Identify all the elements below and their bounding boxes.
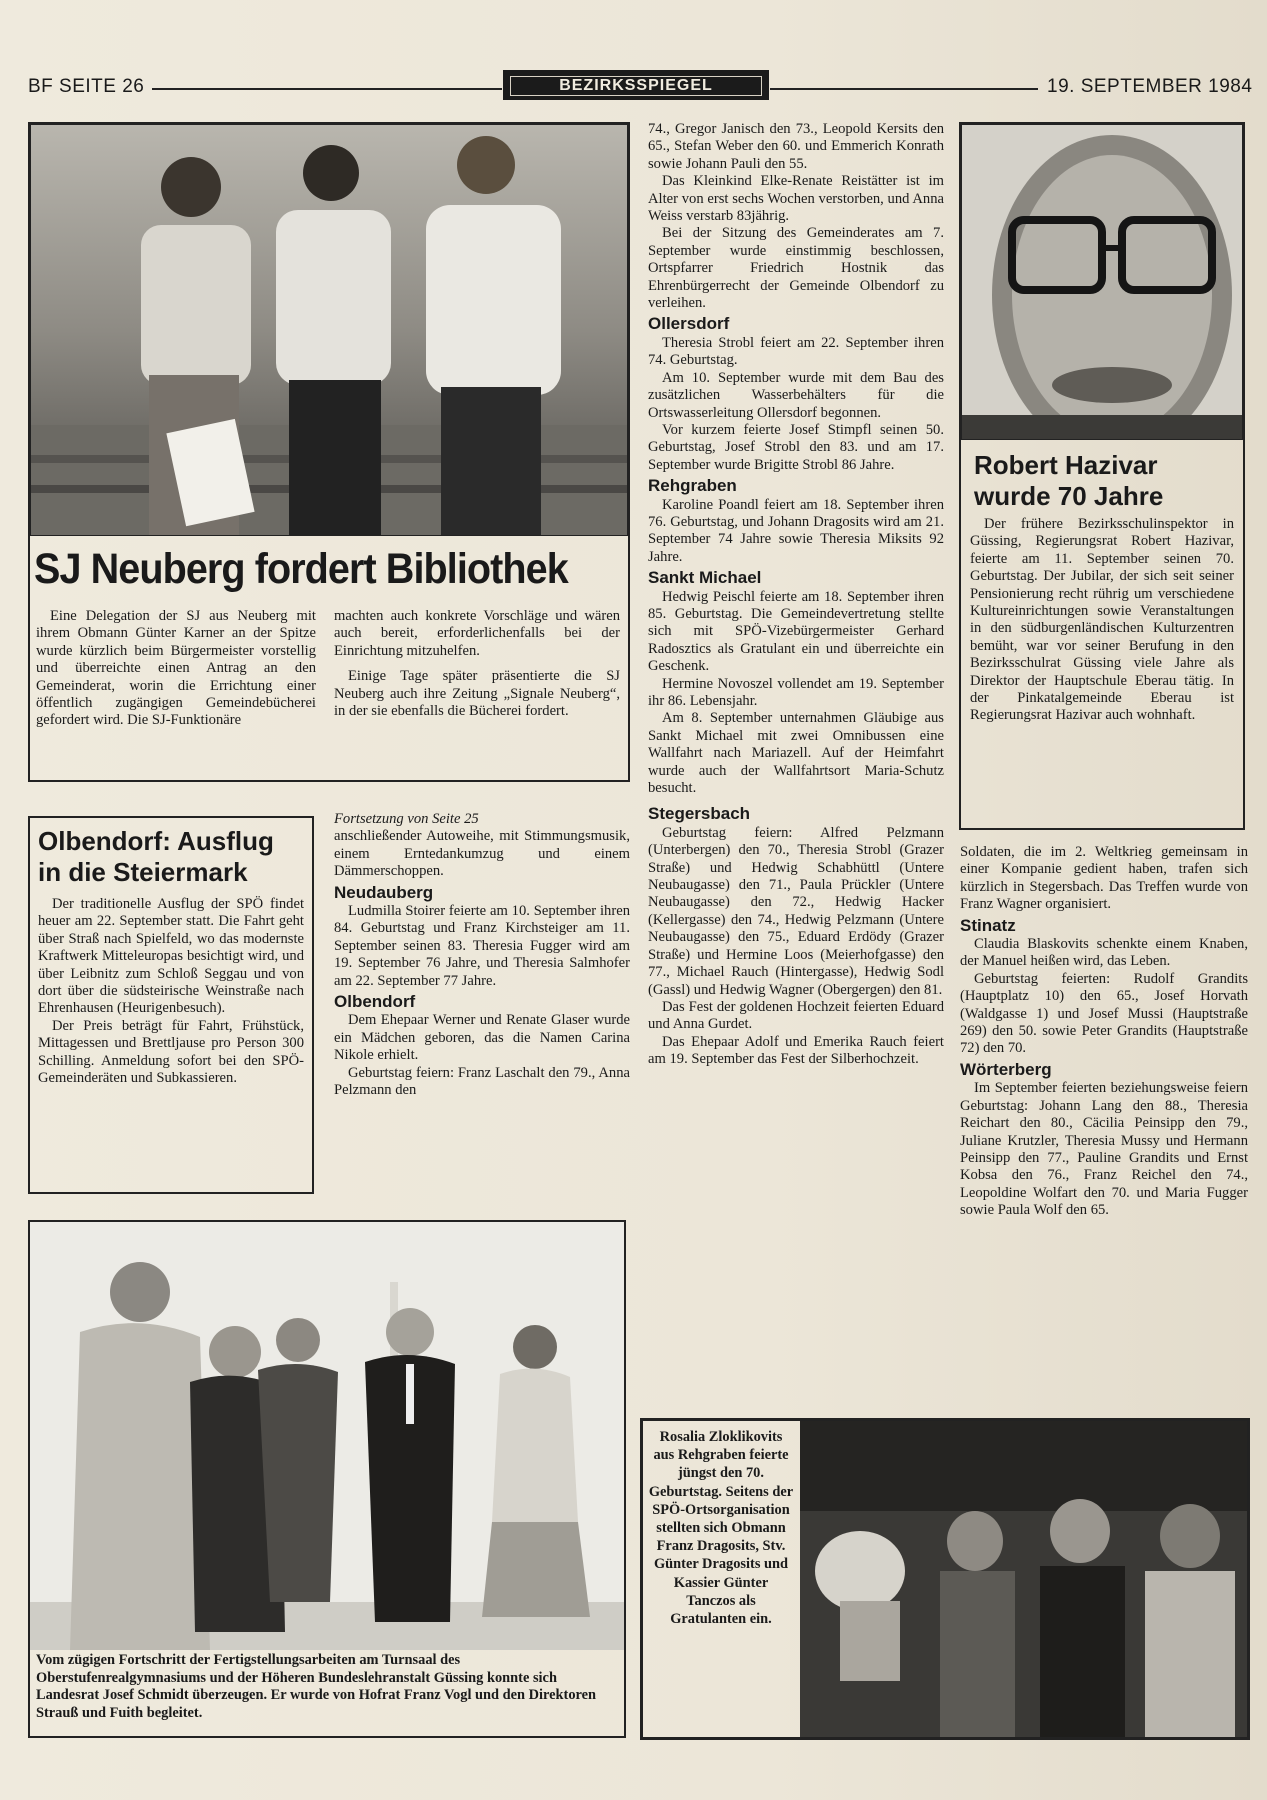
- hazivar-column: [970, 516, 1234, 725]
- zlokli-photo-image: [800, 1421, 1247, 1737]
- sankt-michael-text-1: Hedwig Peischl feierte am 18. September ihren 85. Geburtstag. Die Gemeindevertretung stellte sich mit SPÖ-Vizebürgermeister Gerhard Radosztics als Gratulant ein und überreichte ein Geschenk.: [648, 588, 944, 675]
- heading-rehgraben: Rehgraben: [648, 476, 737, 496]
- rehgraben-text: Karoline Poandl feiert am 18. September ihren 76. Geburtstag, und Johann Dragosits wird am 21. September 74 Jahre sowie Theresia Miksits 92 Jahre.: [648, 496, 944, 565]
- page-label: BF SEITE 26: [28, 76, 145, 97]
- heading-sankt-michael: Sankt Michael: [648, 568, 762, 588]
- sankt-michael-text-2: Hermine Novoszel vollendet am 19. September ihr 86. Lebensjahr.: [648, 675, 944, 709]
- turnsaal-photo: [30, 1222, 624, 1650]
- page-date: 19. SEPTEMBER 1984: [1047, 76, 1253, 97]
- right-column: [960, 844, 1248, 1220]
- middle-column: [648, 121, 944, 1069]
- heading-ollersdorf: Ollersdorf: [648, 314, 730, 334]
- fortsetzung-column: [334, 811, 630, 1100]
- zlokli-caption: Rosalia Zloklikovits aus Rehgraben feierte jüngst den 70. Geburtstag. Seitens der SPÖ-Ortsorganisation stellten sich Obmann Franz Dragosits, Stv. Günter Dragosits und Kassier Günter Tanczos als Gratulanten ein.: [648, 1429, 794, 1628]
- olbendorf-headline-line1: Olbendorf: Ausflug: [38, 826, 274, 856]
- olbendorf-birth-text: Dem Ehepaar Werner und Renate Glaser wurde ein Mädchen geboren, das die Namen Carina Nikole erhielt.: [334, 1012, 630, 1064]
- section-title: BEZIRKSSPIEGEL: [510, 76, 762, 96]
- stegersbach-text-2: Das Fest der goldenen Hochzeit feierten Eduard und Anna Gurdet.: [648, 998, 944, 1033]
- olbendorf-birthday-text: Geburtstag feiern: Franz Laschalt den 79., Anna Pelzmann den: [334, 1064, 630, 1099]
- sj-col2-text2: Einige Tage später präsentierte die SJ Neuberg auch ihre Zeitung „Signale Neuberg“, in der sie ebenfalls die Bücherei fordert.: [334, 668, 620, 720]
- stegersbach-text-1: Geburtstag feiern: Alfred Pelzmann (Unterbergen) den 70., Theresia Strobl (Grazer Straße) und Hedwig Schabhüttl (Untere Neubaugasse) den 71., Paula Prückler (Untere Neubaugasse) den 72., Hedwig Hacker (Kellergasse) den 74., Hedwig Pelzmann (Untere Neubaugasse) den 75., Eduard Erdödy (Grazer Straße) und Hermine Loos (Meierhofgasse) den 77., Michael Rauch (Hintergasse), Hedwig Sodl (Gassl) und Hedwig Wagner (Obergergen) den 81.: [648, 824, 944, 998]
- fortsetzung-label: Fortsetzung von Seite 25: [334, 811, 479, 827]
- sj-col-1: [36, 608, 316, 730]
- header-rule-left: [152, 88, 502, 90]
- heading-stinatz: Stinatz: [960, 915, 1016, 935]
- olbendorf-cont-text: 74., Gregor Janisch den 73., Leopold Kersits den 65., Stefan Weber den 60. und Emmerich Konrath sowie Johann Pauli den 55.: [648, 121, 944, 172]
- sj-col2-text1: machten auch konkrete Vorschläge und wären auch bereit, erforderlichenfalls bei der Einrichtung mitzuhelfen.: [334, 608, 620, 659]
- olbendorf-headline: [38, 826, 274, 888]
- hazivar-text: Der frühere Bezirksschulinspektor in Güssing, Regierungsrat Robert Hazivar, feierte am 11. September seinen 70. Geburtstag. Der Jubilar, der sich seit seiner Pensionierung recht rührig um verschiedene Kultureinrichtungen sowie Veranstaltungen in den südburgenländischen Kulturzentren bemüht, war vor seiner Berufung in den Bezirksschulrat Güssing viele Jahre als Direktor der Hauptschule Eberau tätig. In der Pinkatalgemeinde Eberau ist Regierungsrat Hazivar auch wohnhaft.: [970, 516, 1234, 724]
- olbendorf-text-1: Der traditionelle Ausflug der SPÖ findet heuer am 22. September statt. Die Fahrt geht über Straß nach Spielfeld, wo das modernste Kraftwerk Mitteleuropas besichtigt wird, und über Leibnitz zum Schloß Seggau und von dort über die südsteirische Weinstraße nach Ehrenhausen (Heurigenbesuch).: [38, 896, 304, 1017]
- sj-photo-image: [31, 125, 628, 536]
- ollersdorf-text-1: Theresia Strobl feiert am 22. September ihren 74. Geburtstag.: [648, 334, 944, 369]
- sj-col1-text: Eine Delegation der SJ aus Neuberg mit ihrem Obmann Günter Karner an der Spitze wurde kürzlich beim Bürgermeister vorstellig und überreichte einen Antrag an den Gemeinderat, worin die Errichtung einer öffentlich zugängigen Gemeindebücherei gefordert wird. Die SJ-Funktionäre: [36, 608, 316, 729]
- stinatz-text-2: Geburtstag feierten: Rudolf Grandits (Hauptplatz 10) den 65., Josef Horvath (Waldgasse 1) und Josef Mussi (Hauptstraße 269) den 50. sowie Peter Grandits (Hauptstraße 72) den 70.: [960, 970, 1248, 1057]
- ollersdorf-text-2: Am 10. September wurde mit dem Bau des zusätzlichen Wasserbehälters für die Ortswasserleitung Ollersdorf begonnen.: [648, 369, 944, 421]
- fortsetzung-text: anschließender Autoweihe, mit Stimmungsmusik, einem Erntedankumzug und einem Dämmerschoppen.: [334, 828, 630, 880]
- heading-stegersbach: Stegersbach: [648, 804, 751, 824]
- ollersdorf-text-3: Vor kurzem feierte Josef Stimpfl seinen 50. Geburtstag, Josef Strobl den 83. und am 17. September wurde Brigitte Strobl 86 Jahre.: [648, 421, 944, 473]
- hazivar-headline-line2: wurde 70 Jahre: [974, 481, 1164, 511]
- heading-neudauberg: Neudauberg: [334, 882, 434, 902]
- sankt-michael-text-3: Am 8. September unternahmen Gläubige aus Sankt Michael mit zwei Omnibussen eine Wallfahrt nach Mariazell. Auf der Heimfahrt wurde auch der Wallfahrtsort Maria-Schutz besucht.: [648, 710, 944, 797]
- hazivar-headline-line1: Robert Hazivar: [974, 450, 1158, 480]
- soldaten-text: Soldaten, die im 2. Weltkrieg gemeinsam in einer Kompanie gedient haben, trafen sich kürzlich in Stegersbach. Das Treffen wurde von Franz Wagner organisiert.: [960, 844, 1248, 913]
- zlokli-photo: [800, 1421, 1247, 1737]
- section-banner: [503, 70, 769, 100]
- header-rule-right: [770, 88, 1038, 90]
- stegersbach-text-3: Das Ehepaar Adolf und Emerika Rauch feiert am 19. September das Fest der Silberhochzeit.: [648, 1033, 944, 1068]
- hazivar-portrait-image: [962, 125, 1243, 440]
- heading-olbendorf: Olbendorf: [334, 992, 416, 1012]
- turnsaal-photo-image: [30, 1222, 624, 1650]
- stinatz-text-1: Claudia Blaskovits schenkte einem Knaben, der Manuel heißen wird, das Leben.: [960, 936, 1248, 970]
- olbendorf-text-2: Der Preis beträgt für Fahrt, Frühstück, Mittagessen und Brettljause pro Person 300 Schilling. Anmeldung sofort bei den SPÖ-Gemeinderäten und Subkassieren.: [38, 1017, 304, 1087]
- turnsaal-caption: Vom zügigen Fortschritt der Fertigstellungsarbeiten am Turnsaal des Oberstufenrealgymnasiums und der Höheren Bundeslehranstalt Güssing konnte sich Landesrat Josef Schmidt überzeugen. Er wurde von Hofrat Franz Vogl und den Direktoren Strauß und Fuith begleitet.: [36, 1652, 597, 1721]
- olbendorf-headline-line2: in die Steiermark: [38, 857, 248, 887]
- neudauberg-text: Ludmilla Stoirer feierte am 10. September ihren 84. Geburtstag und Franz Kirchsteiger am 11. September seinen 83. Theresia Fugger wird am 19. September 76 Jahre, und Theresia Salmhofer am 22. September 77 Jahre.: [334, 903, 630, 989]
- woerterberg-text: Im September feierten beziehungsweise feiern Geburtstag: Johann Lang den 88., Theresia Reichart den 80., Cäcilia Peinsipp den 79., Juliane Krutzler, Theresia Mussy und Hermann Peinsipp den 77., Pauline Grandits und Ernst Kobsa den 76., Franz Reichel den 74., Leopoldine Wolfart den 70. und Maria Fugger sowie Paula Wolf den 65.: [960, 1080, 1248, 1219]
- olbendorf-column: [38, 896, 304, 1087]
- hazivar-headline: [974, 450, 1163, 512]
- kleinkind-text: Das Kleinkind Elke-Renate Reistätter ist im Alter von erst sechs Wochen verstorben, und Anna Weiss verstarb 83jährig.: [648, 173, 944, 225]
- sj-delegation-photo: [30, 124, 628, 536]
- hazivar-portrait: [961, 124, 1243, 440]
- sj-headline: SJ Neuberg fordert Bibliothek: [34, 545, 568, 593]
- sj-col-2: [334, 608, 620, 720]
- gemeinderat-text: Bei der Sitzung des Gemeinderates am 7. September wurde einstimmig beschlossen, Ortspfarrer Friedrich Hostnik das Ehrenbürgerrecht der Gemeinde Olbendorf zu verleihen.: [648, 225, 944, 312]
- heading-woerterberg: Wörterberg: [960, 1059, 1052, 1079]
